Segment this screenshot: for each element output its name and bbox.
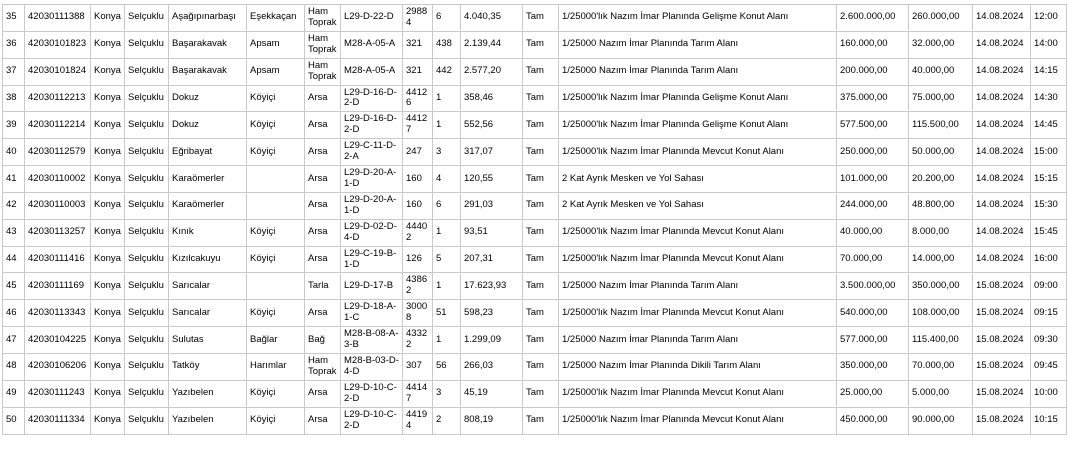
- cell-ihale_tarihi: 15.08.2024: [973, 327, 1031, 354]
- cell-il: Konya: [91, 380, 125, 407]
- cell-mevkii: [247, 166, 305, 193]
- table-row: [3, 353, 1067, 380]
- cell-yuzolcumu: 17.623,93: [461, 273, 523, 300]
- cell-gecici_teminat: 14.000,00: [909, 246, 973, 273]
- cell-muhammen_bedel: 101.000,00: [837, 166, 909, 193]
- table-row: [3, 300, 1067, 327]
- cell-hisse: Tam: [523, 112, 559, 139]
- cell-gecici_teminat: 115.500,00: [909, 112, 973, 139]
- cell-ihale_tarihi: 14.08.2024: [973, 219, 1031, 246]
- cell-cinsi: Ham Toprak: [305, 31, 341, 58]
- cell-yuzolcumu: 291,03: [461, 192, 523, 219]
- immovable-property-table: [2, 4, 1067, 435]
- cell-muhammen_bedel: 3.500.000,00: [837, 273, 909, 300]
- cell-cinsi: Bağ: [305, 327, 341, 354]
- cell-hisse: Tam: [523, 380, 559, 407]
- cell-mahalle: Dokuz: [169, 112, 247, 139]
- table-body: [3, 5, 1067, 435]
- cell-ada: 43322: [403, 327, 433, 354]
- cell-mevkii: Bağlar: [247, 327, 305, 354]
- cell-sira: 47: [3, 327, 25, 354]
- cell-muhammen_bedel: 577.000,00: [837, 327, 909, 354]
- cell-mahalle: Tatköy: [169, 353, 247, 380]
- cell-ada: 160: [403, 192, 433, 219]
- cell-pafta: M28-B-03-D-4-D: [341, 353, 403, 380]
- cell-ada: 43862: [403, 273, 433, 300]
- cell-il: Konya: [91, 246, 125, 273]
- cell-muhammen_bedel: 577.500,00: [837, 112, 909, 139]
- cell-tasinmaz_no: 42030111388: [25, 5, 91, 32]
- cell-imar_durumu: 1/25000'lık Nazım İmar Planında Mevcut Konut Alanı: [559, 407, 837, 434]
- cell-sira: 40: [3, 139, 25, 166]
- cell-imar_durumu: 1/25000 Nazım İmar Planında Tarım Alanı: [559, 58, 837, 85]
- cell-gecici_teminat: 90.000,00: [909, 407, 973, 434]
- cell-hisse: Tam: [523, 407, 559, 434]
- cell-cinsi: Arsa: [305, 139, 341, 166]
- cell-parsel: 4: [433, 166, 461, 193]
- cell-mevkii: Köyiçi: [247, 219, 305, 246]
- cell-gecici_teminat: 32.000,00: [909, 31, 973, 58]
- cell-sira: 46: [3, 300, 25, 327]
- cell-yuzolcumu: 358,46: [461, 85, 523, 112]
- cell-parsel: 1: [433, 85, 461, 112]
- cell-cinsi: Ham Toprak: [305, 353, 341, 380]
- cell-hisse: Tam: [523, 139, 559, 166]
- cell-sira: 44: [3, 246, 25, 273]
- cell-sira: 48: [3, 353, 25, 380]
- cell-pafta: L29-D-17-B: [341, 273, 403, 300]
- cell-imar_durumu: 1/25000'lık Nazım İmar Planında Mevcut Konut Alanı: [559, 219, 837, 246]
- cell-cinsi: Arsa: [305, 85, 341, 112]
- cell-ilce: Selçuklu: [125, 219, 169, 246]
- cell-parsel: 1: [433, 112, 461, 139]
- cell-hisse: Tam: [523, 166, 559, 193]
- cell-gecici_teminat: 40.000,00: [909, 58, 973, 85]
- cell-parsel: 56: [433, 353, 461, 380]
- cell-pafta: L29-C-19-B-1-D: [341, 246, 403, 273]
- cell-ilce: Selçuklu: [125, 112, 169, 139]
- cell-ada: 44127: [403, 112, 433, 139]
- cell-gecici_teminat: 350.000,00: [909, 273, 973, 300]
- cell-hisse: Tam: [523, 246, 559, 273]
- cell-ihale_saati: 10:00: [1031, 380, 1067, 407]
- cell-parsel: 1: [433, 273, 461, 300]
- cell-ihale_saati: 09:00: [1031, 273, 1067, 300]
- cell-il: Konya: [91, 139, 125, 166]
- cell-imar_durumu: 1/25000'lık Nazım İmar Planında Mevcut Konut Alanı: [559, 246, 837, 273]
- table-row: [3, 192, 1067, 219]
- cell-ilce: Selçuklu: [125, 139, 169, 166]
- cell-mahalle: Karaömerler: [169, 166, 247, 193]
- cell-ada: 321: [403, 58, 433, 85]
- cell-mahalle: Dokuz: [169, 85, 247, 112]
- cell-yuzolcumu: 207,31: [461, 246, 523, 273]
- cell-imar_durumu: 2 Kat Ayrık Mesken ve Yol Sahası: [559, 166, 837, 193]
- cell-ilce: Selçuklu: [125, 300, 169, 327]
- cell-gecici_teminat: 5.000,00: [909, 380, 973, 407]
- cell-ihale_tarihi: 14.08.2024: [973, 31, 1031, 58]
- cell-tasinmaz_no: 42030112579: [25, 139, 91, 166]
- cell-gecici_teminat: 115.400,00: [909, 327, 973, 354]
- cell-parsel: 438: [433, 31, 461, 58]
- table-row: [3, 407, 1067, 434]
- cell-mahalle: Kınık: [169, 219, 247, 246]
- cell-yuzolcumu: 1.299,09: [461, 327, 523, 354]
- cell-ada: 29884: [403, 5, 433, 32]
- cell-hisse: Tam: [523, 85, 559, 112]
- cell-tasinmaz_no: 42030113257: [25, 219, 91, 246]
- cell-gecici_teminat: 108.000,00: [909, 300, 973, 327]
- cell-gecici_teminat: 260.000,00: [909, 5, 973, 32]
- cell-cinsi: Arsa: [305, 112, 341, 139]
- cell-il: Konya: [91, 58, 125, 85]
- cell-imar_durumu: 1/25000'lık Nazım İmar Planında Gelişme Konut Alanı: [559, 112, 837, 139]
- cell-tasinmaz_no: 42030101823: [25, 31, 91, 58]
- table-row: [3, 85, 1067, 112]
- cell-ihale_tarihi: 14.08.2024: [973, 166, 1031, 193]
- cell-ada: 307: [403, 353, 433, 380]
- cell-mahalle: Eğribayat: [169, 139, 247, 166]
- cell-imar_durumu: 1/25000'lık Nazım İmar Planında Mevcut Konut Alanı: [559, 380, 837, 407]
- cell-mahalle: Sulutas: [169, 327, 247, 354]
- cell-cinsi: Ham Toprak: [305, 58, 341, 85]
- cell-sira: 41: [3, 166, 25, 193]
- cell-il: Konya: [91, 300, 125, 327]
- cell-mevkii: Harımlar: [247, 353, 305, 380]
- cell-ihale_tarihi: 14.08.2024: [973, 192, 1031, 219]
- cell-tasinmaz_no: 42030101824: [25, 58, 91, 85]
- cell-ihale_tarihi: 14.08.2024: [973, 5, 1031, 32]
- cell-yuzolcumu: 808,19: [461, 407, 523, 434]
- cell-sira: 39: [3, 112, 25, 139]
- cell-parsel: 442: [433, 58, 461, 85]
- cell-pafta: L29-C-11-D-2-A: [341, 139, 403, 166]
- cell-imar_durumu: 1/25000 Nazım İmar Planında Tarım Alanı: [559, 273, 837, 300]
- cell-il: Konya: [91, 85, 125, 112]
- cell-hisse: Tam: [523, 192, 559, 219]
- cell-muhammen_bedel: 2.600.000,00: [837, 5, 909, 32]
- cell-tasinmaz_no: 42030111416: [25, 246, 91, 273]
- cell-ihale_tarihi: 15.08.2024: [973, 380, 1031, 407]
- cell-ilce: Selçuklu: [125, 407, 169, 434]
- cell-ada: 247: [403, 139, 433, 166]
- cell-il: Konya: [91, 31, 125, 58]
- cell-parsel: 51: [433, 300, 461, 327]
- cell-cinsi: Arsa: [305, 219, 341, 246]
- cell-ada: 44147: [403, 380, 433, 407]
- cell-mahalle: Aşağıpınarbaşı: [169, 5, 247, 32]
- cell-muhammen_bedel: 160.000,00: [837, 31, 909, 58]
- cell-ilce: Selçuklu: [125, 5, 169, 32]
- cell-cinsi: Ham Toprak: [305, 5, 341, 32]
- cell-ihale_saati: 09:45: [1031, 353, 1067, 380]
- cell-mevkii: Apsam: [247, 58, 305, 85]
- table-row: [3, 5, 1067, 32]
- cell-il: Konya: [91, 327, 125, 354]
- cell-pafta: L29-D-18-A-1-C: [341, 300, 403, 327]
- cell-imar_durumu: 1/25000'lık Nazım İmar Planında Mevcut Konut Alanı: [559, 139, 837, 166]
- cell-tasinmaz_no: 42030113343: [25, 300, 91, 327]
- cell-muhammen_bedel: 350.000,00: [837, 353, 909, 380]
- cell-il: Konya: [91, 166, 125, 193]
- cell-ada: 160: [403, 166, 433, 193]
- cell-imar_durumu: 1/25000'lık Nazım İmar Planında Mevcut Konut Alanı: [559, 300, 837, 327]
- cell-ihale_saati: 14:00: [1031, 31, 1067, 58]
- cell-sira: 35: [3, 5, 25, 32]
- cell-muhammen_bedel: 250.000,00: [837, 139, 909, 166]
- table-row: [3, 166, 1067, 193]
- cell-sira: 50: [3, 407, 25, 434]
- cell-gecici_teminat: 70.000,00: [909, 353, 973, 380]
- cell-cinsi: Arsa: [305, 380, 341, 407]
- table-row: [3, 380, 1067, 407]
- cell-muhammen_bedel: 70.000,00: [837, 246, 909, 273]
- cell-tasinmaz_no: 42030106206: [25, 353, 91, 380]
- cell-ihale_saati: 14:45: [1031, 112, 1067, 139]
- cell-mahalle: Başarakavak: [169, 58, 247, 85]
- table-row: [3, 31, 1067, 58]
- cell-pafta: L29-D-10-C-2-D: [341, 380, 403, 407]
- cell-tasinmaz_no: 42030111243: [25, 380, 91, 407]
- cell-ihale_tarihi: 14.08.2024: [973, 139, 1031, 166]
- cell-ihale_tarihi: 14.08.2024: [973, 112, 1031, 139]
- cell-pafta: L29-D-16-D-2-D: [341, 112, 403, 139]
- cell-ilce: Selçuklu: [125, 85, 169, 112]
- cell-muhammen_bedel: 40.000,00: [837, 219, 909, 246]
- cell-cinsi: Tarla: [305, 273, 341, 300]
- cell-sira: 42: [3, 192, 25, 219]
- cell-imar_durumu: 1/25000'lık Nazım İmar Planında Gelişme Konut Alanı: [559, 5, 837, 32]
- cell-ilce: Selçuklu: [125, 166, 169, 193]
- cell-hisse: Tam: [523, 5, 559, 32]
- table-row: [3, 219, 1067, 246]
- cell-pafta: M28-A-05-A: [341, 58, 403, 85]
- cell-ada: 321: [403, 31, 433, 58]
- cell-parsel: 2: [433, 407, 461, 434]
- cell-ihale_tarihi: 15.08.2024: [973, 300, 1031, 327]
- cell-tasinmaz_no: 42030112213: [25, 85, 91, 112]
- cell-tasinmaz_no: 42030104225: [25, 327, 91, 354]
- cell-sira: 36: [3, 31, 25, 58]
- cell-yuzolcumu: 552,56: [461, 112, 523, 139]
- cell-ihale_saati: 16:00: [1031, 246, 1067, 273]
- cell-ilce: Selçuklu: [125, 31, 169, 58]
- cell-ihale_saati: 15:30: [1031, 192, 1067, 219]
- table-row: [3, 327, 1067, 354]
- cell-parsel: 3: [433, 380, 461, 407]
- table-row: [3, 273, 1067, 300]
- cell-pafta: M28-A-05-A: [341, 31, 403, 58]
- cell-yuzolcumu: 45,19: [461, 380, 523, 407]
- cell-ada: 30008: [403, 300, 433, 327]
- cell-yuzolcumu: 93,51: [461, 219, 523, 246]
- cell-hisse: Tam: [523, 219, 559, 246]
- cell-ihale_saati: 09:15: [1031, 300, 1067, 327]
- cell-yuzolcumu: 4.040,35: [461, 5, 523, 32]
- cell-ihale_saati: 15:15: [1031, 166, 1067, 193]
- cell-muhammen_bedel: 244.000,00: [837, 192, 909, 219]
- cell-yuzolcumu: 317,07: [461, 139, 523, 166]
- cell-hisse: Tam: [523, 273, 559, 300]
- cell-tasinmaz_no: 42030111169: [25, 273, 91, 300]
- cell-hisse: Tam: [523, 58, 559, 85]
- cell-il: Konya: [91, 407, 125, 434]
- cell-il: Konya: [91, 353, 125, 380]
- cell-muhammen_bedel: 540.000,00: [837, 300, 909, 327]
- cell-gecici_teminat: 8.000,00: [909, 219, 973, 246]
- cell-ihale_tarihi: 14.08.2024: [973, 246, 1031, 273]
- cell-cinsi: Arsa: [305, 300, 341, 327]
- cell-il: Konya: [91, 219, 125, 246]
- cell-cinsi: Arsa: [305, 407, 341, 434]
- cell-ilce: Selçuklu: [125, 327, 169, 354]
- cell-pafta: L29-D-22-D: [341, 5, 403, 32]
- table-row: [3, 58, 1067, 85]
- cell-mevkii: Köyiçi: [247, 407, 305, 434]
- cell-ihale_tarihi: 14.08.2024: [973, 85, 1031, 112]
- cell-ihale_tarihi: 15.08.2024: [973, 273, 1031, 300]
- cell-mahalle: Sarıcalar: [169, 273, 247, 300]
- cell-ilce: Selçuklu: [125, 380, 169, 407]
- cell-imar_durumu: 1/25000 Nazım İmar Planında Tarım Alanı: [559, 31, 837, 58]
- cell-tasinmaz_no: 42030110003: [25, 192, 91, 219]
- cell-ilce: Selçuklu: [125, 192, 169, 219]
- cell-ihale_saati: 14:15: [1031, 58, 1067, 85]
- cell-imar_durumu: 1/25000 Nazım İmar Planında Tarım Alanı: [559, 327, 837, 354]
- cell-parsel: 1: [433, 327, 461, 354]
- cell-il: Konya: [91, 273, 125, 300]
- cell-mevkii: [247, 192, 305, 219]
- cell-mevkii: Köyiçi: [247, 112, 305, 139]
- cell-hisse: Tam: [523, 353, 559, 380]
- cell-sira: 43: [3, 219, 25, 246]
- cell-mahalle: Başarakavak: [169, 31, 247, 58]
- cell-yuzolcumu: 266,03: [461, 353, 523, 380]
- cell-parsel: 6: [433, 5, 461, 32]
- cell-pafta: L29-D-20-A-1-D: [341, 166, 403, 193]
- cell-ihale_saati: 14:30: [1031, 85, 1067, 112]
- cell-ihale_saati: 10:15: [1031, 407, 1067, 434]
- cell-parsel: 1: [433, 219, 461, 246]
- table-row: [3, 246, 1067, 273]
- cell-tasinmaz_no: 42030112214: [25, 112, 91, 139]
- cell-mevkii: Köyiçi: [247, 85, 305, 112]
- cell-gecici_teminat: 75.000,00: [909, 85, 973, 112]
- cell-pafta: L29-D-16-D-2-D: [341, 85, 403, 112]
- cell-pafta: L29-D-20-A-1-D: [341, 192, 403, 219]
- cell-ihale_saati: 09:30: [1031, 327, 1067, 354]
- cell-gecici_teminat: 48.800,00: [909, 192, 973, 219]
- table-row: [3, 139, 1067, 166]
- cell-mahalle: Kızılcakuyu: [169, 246, 247, 273]
- cell-cinsi: Arsa: [305, 166, 341, 193]
- cell-ilce: Selçuklu: [125, 246, 169, 273]
- cell-ilce: Selçuklu: [125, 273, 169, 300]
- cell-mevkii: Köyiçi: [247, 380, 305, 407]
- cell-ada: 44126: [403, 85, 433, 112]
- cell-imar_durumu: 2 Kat Ayrık Mesken ve Yol Sahası: [559, 192, 837, 219]
- cell-yuzolcumu: 2.139,44: [461, 31, 523, 58]
- cell-ilce: Selçuklu: [125, 58, 169, 85]
- cell-cinsi: Arsa: [305, 246, 341, 273]
- cell-mahalle: Yazıbelen: [169, 407, 247, 434]
- cell-sira: 49: [3, 380, 25, 407]
- cell-mevkii: Apsam: [247, 31, 305, 58]
- cell-tasinmaz_no: 42030111334: [25, 407, 91, 434]
- cell-pafta: L29-D-02-D-4-D: [341, 219, 403, 246]
- cell-imar_durumu: 1/25000 Nazım İmar Planında Dikili Tarım Alanı: [559, 353, 837, 380]
- cell-imar_durumu: 1/25000'lık Nazım İmar Planında Gelişme Konut Alanı: [559, 85, 837, 112]
- cell-hisse: Tam: [523, 327, 559, 354]
- cell-mevkii: Köyiçi: [247, 139, 305, 166]
- cell-muhammen_bedel: 375.000,00: [837, 85, 909, 112]
- cell-yuzolcumu: 2.577,20: [461, 58, 523, 85]
- cell-ihale_tarihi: 15.08.2024: [973, 407, 1031, 434]
- cell-cinsi: Arsa: [305, 192, 341, 219]
- cell-ilce: Selçuklu: [125, 353, 169, 380]
- cell-gecici_teminat: 50.000,00: [909, 139, 973, 166]
- cell-parsel: 3: [433, 139, 461, 166]
- cell-il: Konya: [91, 192, 125, 219]
- cell-yuzolcumu: 598,23: [461, 300, 523, 327]
- cell-mahalle: Karaömerler: [169, 192, 247, 219]
- cell-mevkii: Köyiçi: [247, 246, 305, 273]
- cell-muhammen_bedel: 25.000,00: [837, 380, 909, 407]
- cell-hisse: Tam: [523, 31, 559, 58]
- cell-yuzolcumu: 120,55: [461, 166, 523, 193]
- cell-pafta: L29-D-10-C-2-D: [341, 407, 403, 434]
- cell-tasinmaz_no: 42030110002: [25, 166, 91, 193]
- cell-mahalle: Yazıbelen: [169, 380, 247, 407]
- cell-gecici_teminat: 20.200,00: [909, 166, 973, 193]
- cell-ihale_saati: 12:00: [1031, 5, 1067, 32]
- cell-ada: 126: [403, 246, 433, 273]
- cell-il: Konya: [91, 5, 125, 32]
- cell-sira: 45: [3, 273, 25, 300]
- cell-pafta: M28-B-08-A-3-B: [341, 327, 403, 354]
- cell-il: Konya: [91, 112, 125, 139]
- cell-ihale_tarihi: 14.08.2024: [973, 58, 1031, 85]
- cell-muhammen_bedel: 450.000,00: [837, 407, 909, 434]
- table-row: [3, 112, 1067, 139]
- cell-hisse: Tam: [523, 300, 559, 327]
- cell-sira: 37: [3, 58, 25, 85]
- cell-mahalle: Sarıcalar: [169, 300, 247, 327]
- cell-ihale_tarihi: 15.08.2024: [973, 353, 1031, 380]
- cell-ada: 44194: [403, 407, 433, 434]
- cell-mevkii: Köyiçi: [247, 300, 305, 327]
- cell-parsel: 6: [433, 192, 461, 219]
- cell-parsel: 5: [433, 246, 461, 273]
- cell-ihale_saati: 15:00: [1031, 139, 1067, 166]
- cell-ihale_saati: 15:45: [1031, 219, 1067, 246]
- cell-ada: 44402: [403, 219, 433, 246]
- cell-sira: 38: [3, 85, 25, 112]
- cell-muhammen_bedel: 200.000,00: [837, 58, 909, 85]
- cell-mevkii: [247, 273, 305, 300]
- cell-mevkii: Eşekkaçan: [247, 5, 305, 32]
